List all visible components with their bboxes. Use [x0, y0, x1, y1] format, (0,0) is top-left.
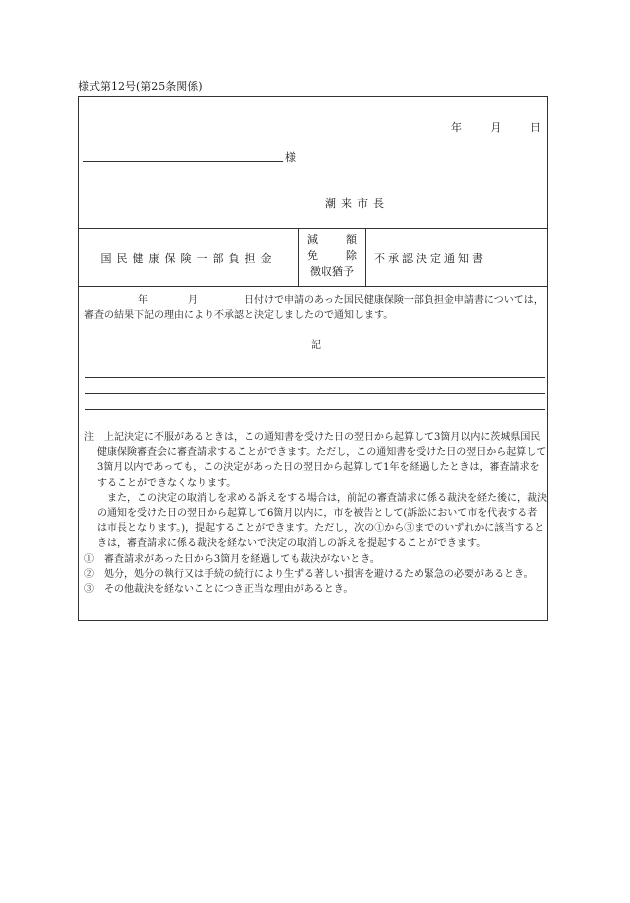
notes-item-3: ③ その他裁決を経ないことにつき正当な理由があるとき。	[84, 584, 354, 596]
issue-date	[451, 119, 541, 135]
record-heading: 記	[311, 340, 321, 351]
reason-line-2	[85, 393, 545, 394]
form-number: 様式第12号(第25条関係)	[78, 80, 203, 93]
body-year-label: 年	[138, 295, 148, 306]
document-title: 不承認決定通知書	[374, 251, 486, 265]
date-month-label: 月	[490, 121, 502, 134]
option-exemption	[299, 248, 365, 264]
option-exemption-char2: 除	[346, 249, 357, 262]
subject-options	[299, 232, 365, 280]
recipient-name-line	[83, 161, 283, 162]
reason-line-3	[85, 409, 545, 410]
option-exemption-char1: 免	[307, 249, 318, 262]
body-month-label: 月	[188, 295, 198, 306]
notes-paragraph-2: また，この決定の取消しを求める訴えをする場合は，前記の審査請求に係る裁決を経た後に，裁決の通知を受けた日の翌日から起算して6箇月以内に，市を被告として(訴訟において市を代表する者は市長となります。)，提起することができます。ただし，次の①から③までのいずれかに該当するときは，審査請求に係る裁決を経ないで決定の取消しの訴えを提起することができます。	[97, 492, 547, 550]
notes-item-2: ② 処分，処分の執行又は手続の続行により生ずる著しい損害を避けるため緊急の必要があるとき。	[84, 568, 534, 580]
option-deferral: 徴収猶予	[310, 265, 354, 278]
option-reduction-char1: 減	[307, 233, 318, 246]
option-reduction-char2: 額	[346, 233, 357, 246]
reason-line-1	[85, 377, 545, 378]
notes-item-1: ① 審査請求があった日から3箇月を経過しても裁決がないとき。	[84, 553, 380, 565]
appeal-notes	[84, 430, 547, 597]
date-year-label: 年	[451, 121, 462, 134]
subject-bottom-divider	[79, 286, 547, 287]
option-reduction	[299, 232, 365, 248]
notes-paragraph-1: 注 上記決定に不服があるときは，この通知書を受けた日の翌日から起算して3箇月以内に茨城県国民健康保険審査会に審査請求することができます。ただし，この通知書を受けた日の翌日から起算して3箇月以内であっても，この決定があった日の翌日から起算して1年を経過したときは，審査請求をすることができなくなります。	[84, 432, 547, 489]
notes-label: 注	[84, 432, 94, 443]
recipient-honorific: 様	[285, 151, 296, 164]
body-text: 日付けで申請のあった国民健康保険一部負担金申請書については，審査の結果下記の理由により不承認と決定しましたので通知します。	[84, 295, 544, 321]
date-day-label: 日	[530, 121, 541, 134]
subject-program: 国民健康保険一部負担金	[100, 251, 277, 265]
notice-form-frame	[78, 96, 548, 621]
notice-body	[84, 293, 546, 323]
sender-title: 潮来市長	[325, 197, 389, 210]
